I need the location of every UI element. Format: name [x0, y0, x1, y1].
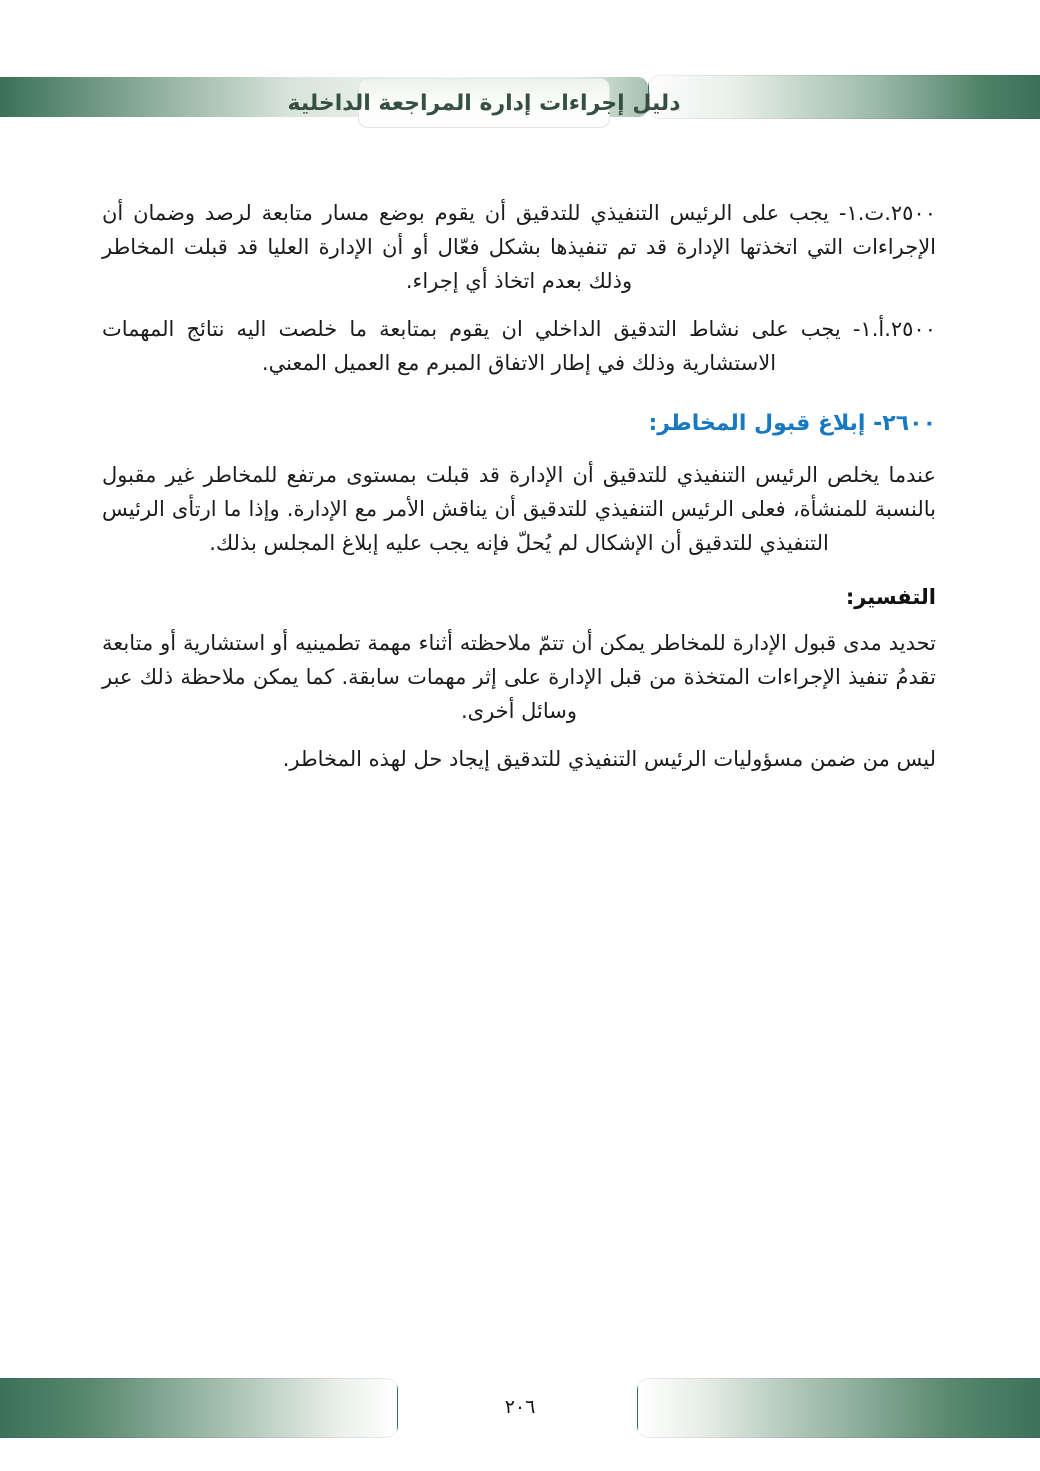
standard-2500-t1-paragraph: ٢٥٠٠.ت.١- يجب على الرئيس التنفيذي للتدقيق أن يقوم بوضع مسار متابعة لرصد وضمان أن الإجراءات التي اتخذتها الإدارة قد تم تنفيذها بشكل فعّال أو أن الإدارة العليا قد قبلت المخاطر وذلك بعدم اتخاذ أي إجراء.: [102, 201, 936, 294]
page-header: [0, 0, 1040, 140]
page-footer: [0, 1370, 1040, 1471]
standard-2500-a1-paragraph: ٢٥٠٠.أ.١- يجب على نشاط التدقيق الداخلي ان يقوم بمتابعة ما خلصت اليه نتائج المهمات الاستشارية وذلك في إطار الاتفاق المبرم مع العميل المعني.: [102, 317, 936, 376]
section-2600-heading: ٢٦٠٠- إبلاغ قبول المخاطر:: [648, 411, 936, 437]
header-title-tab: [287, 78, 681, 128]
interpretation-paragraph: تحديد مدى قبول الإدارة للمخاطر يمكن أن تتمّ ملاحظته أثناء مهمة تطمينيه أو استشارية أو متابعة تقدمُ تنفيذ الإجراءات المتخذة من قبل الإدارة على إثر مهمات سابقة. كما يمكن ملاحظة ذلك عبر وسائل أخرى.: [102, 630, 936, 723]
page-content: [102, 196, 936, 790]
document-title: دليل إجراءات إدارة المراجعة الداخلية: [287, 90, 681, 116]
interpretation-note-paragraph: ليس من ضمن مسؤوليات الرئيس التنفيذي للتدقيق إيجاد حل لهذه المخاطر.: [282, 746, 936, 771]
interpretation-heading: التفسير:: [845, 584, 936, 609]
section-2600-paragraph: عندما يخلص الرئيس التنفيذي للتدقيق أن الإدارة قد قبلت بمستوى مرتفع للمخاطر غير مقبول بالنسبة للمنشأة، فعلى الرئيس التنفيذي للتدقيق أن يناقش الأمر مع الإدارة. وإذا ما ارتأى الرئيس التنفيذي للتدقيق أن الإشكال لم يُحلّ فإنه يجب عليه إبلاغ المجلس بذلك.: [102, 462, 936, 555]
header-band-right-decoration: [648, 75, 1040, 119]
page-number: ٢٠٦: [504, 1396, 536, 1418]
